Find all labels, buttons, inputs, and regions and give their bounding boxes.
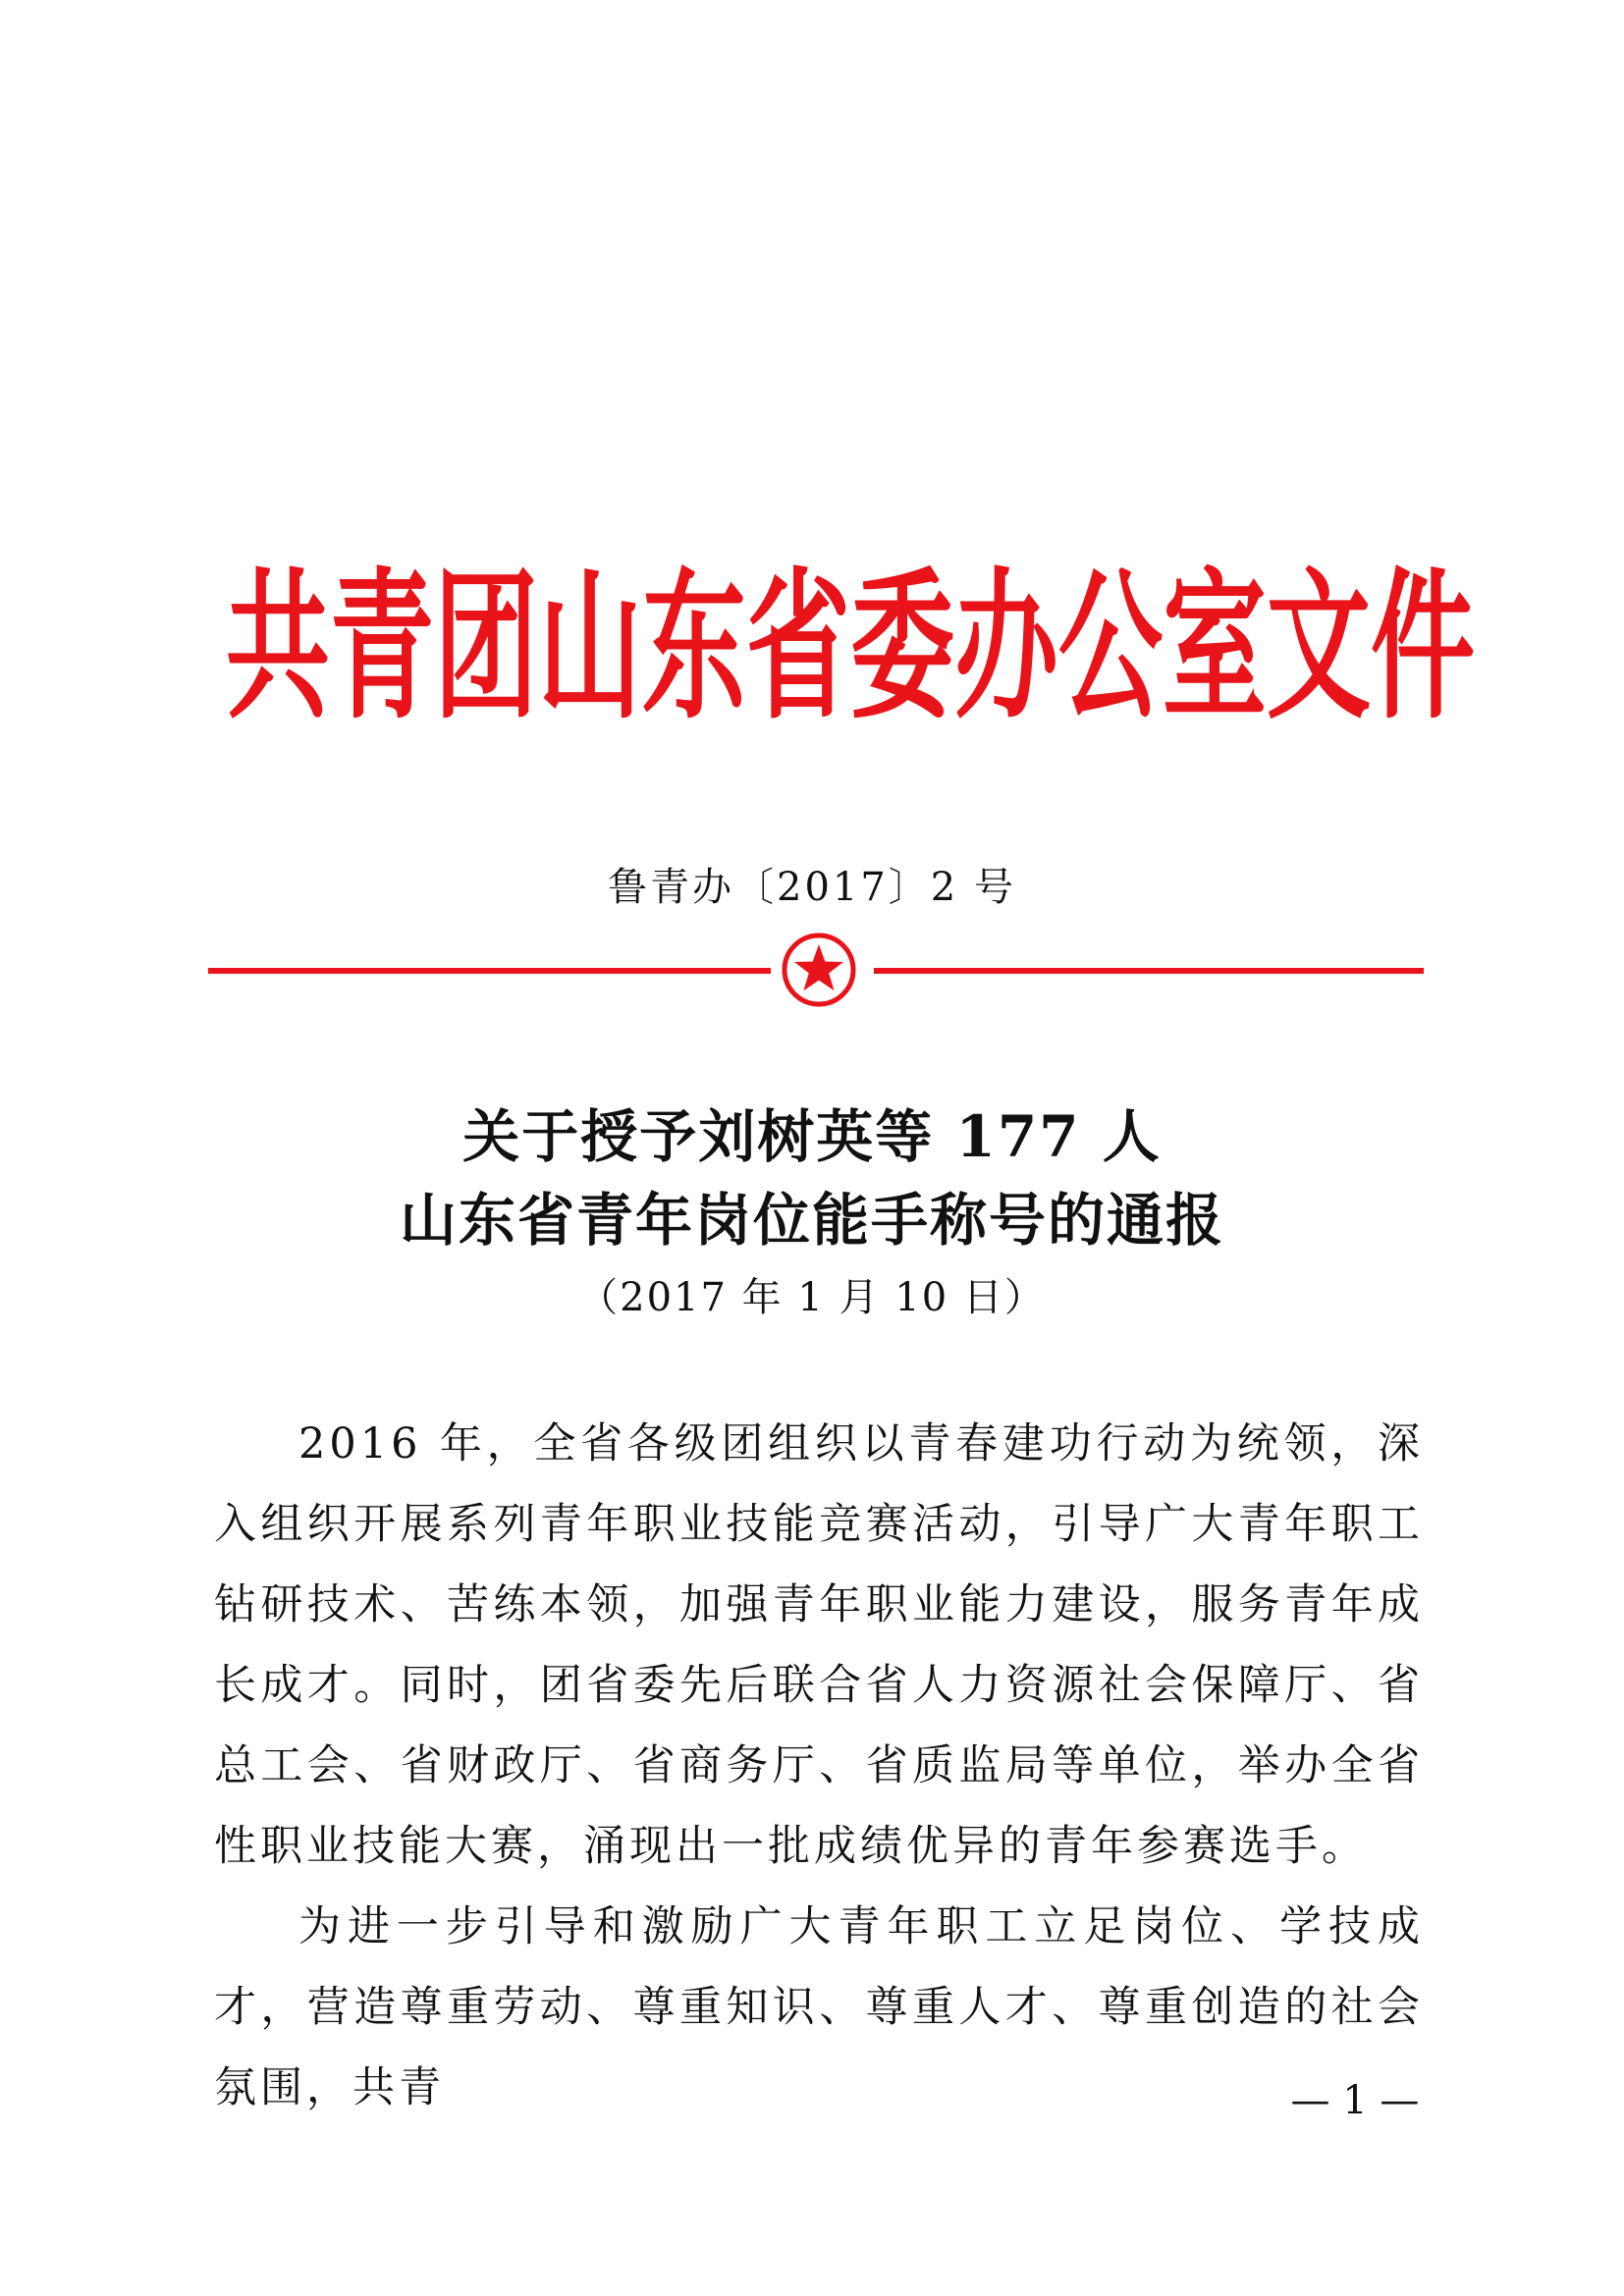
- notice-title-line-2: 山东省青年岗位能手称号的通报: [399, 1187, 1224, 1254]
- divider-right: [874, 968, 1424, 974]
- body-paragraph-1: 2016 年，全省各级团组织以青春建功行动为统领，深入组织开展系列青年职业技能竞赛活动，引导广大青年职工钻研技术、苦练本领，加强青年职业能力建设，服务青年成长成才。同时，团省委先后联合省人力资源社会保障厅、省总工会、省财政厅、省商务厅、省质监局等单位，举办全省性职业技能大赛，涌现出一批成绩优异的青年参赛选手。: [214, 1419, 1424, 1871]
- divider-left: [208, 968, 771, 974]
- document-number: 鲁青办〔2017〕2 号: [608, 865, 1016, 910]
- body-paragraph-2: 为进一步引导和激励广大青年职工立足岗位、学技成才，营造尊重劳动、尊重知识、尊重人才、尊重创造的社会氛围，共青: [214, 1902, 1424, 2112]
- notice-title-line-1: 关于授予刘树英等 177 人: [462, 1103, 1162, 1170]
- star-emblem-icon: [781, 932, 857, 1008]
- notice-date: （2017 年 1 月 10 日）: [578, 1275, 1046, 1320]
- masthead-title: 共青团山东省委办公室文件: [226, 553, 1475, 741]
- page-number: — 1 —: [1290, 2078, 1420, 2123]
